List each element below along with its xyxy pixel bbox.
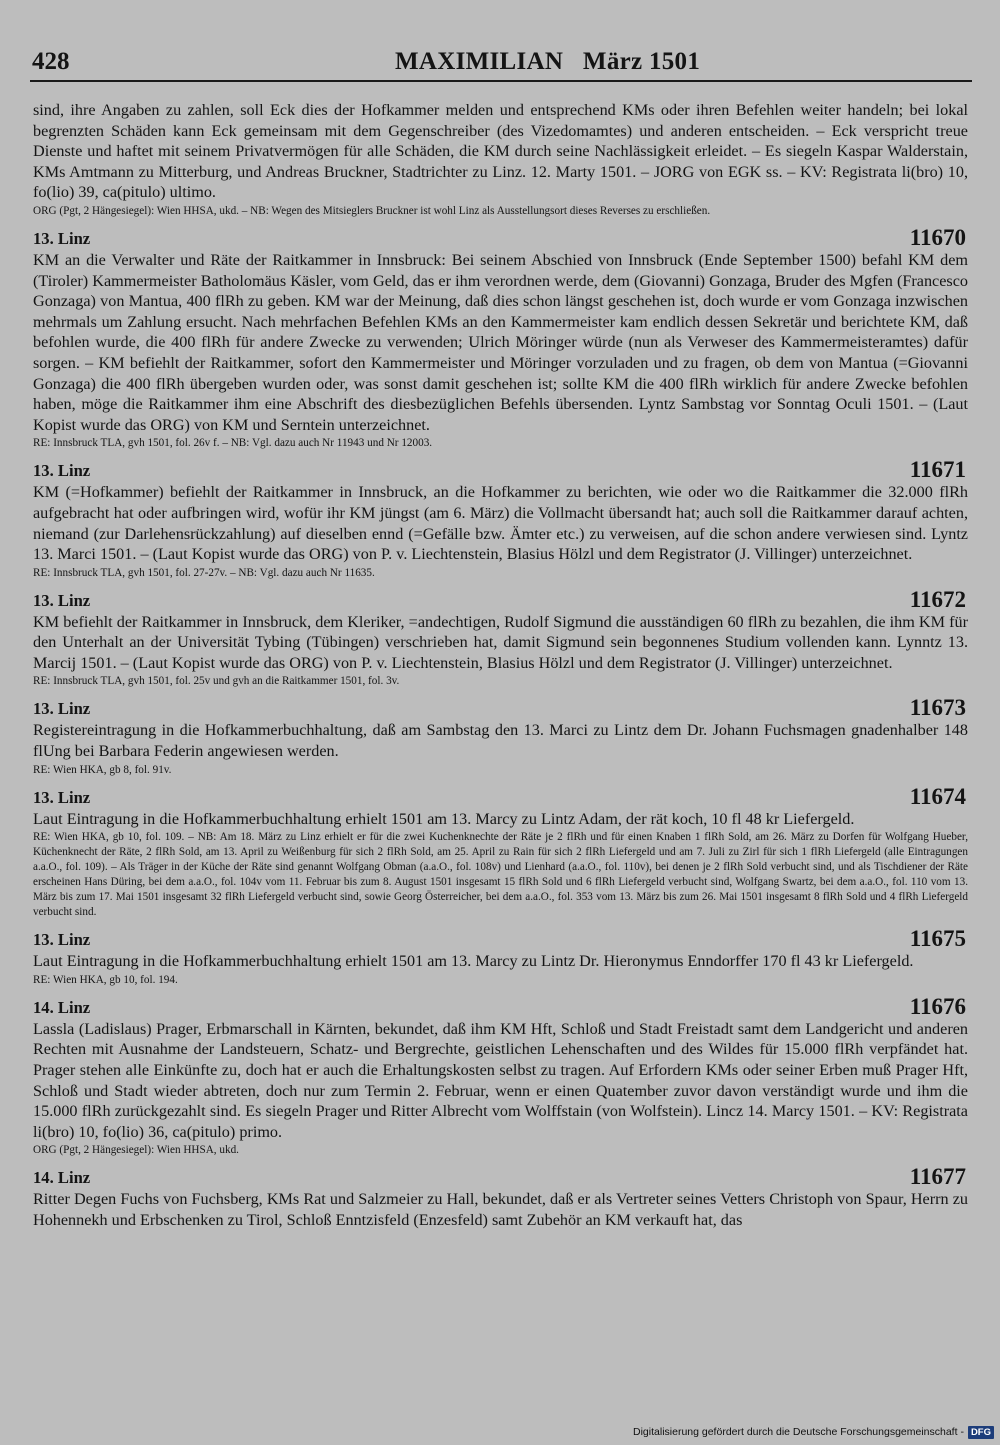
header-rule bbox=[30, 80, 972, 82]
entry-head bbox=[33, 1165, 968, 1189]
entry-date-place: 14. Linz bbox=[33, 997, 91, 1017]
entry-note: RE: Innsbruck TLA, gvh 1501, fol. 25v und gvh an die Raitkammer 1501, fol. 3v. bbox=[33, 675, 400, 688]
entry bbox=[33, 226, 968, 451]
intro-note: ORG (Pgt, 2 Hängesiegel): Wien HHSA, ukd. – NB: Wegen des Mitsieglers Bruckner ist wohl Linz als Ausstellungsort dieses Reverses zu erschließen. bbox=[33, 204, 711, 217]
dfg-logo: DFG bbox=[968, 1426, 994, 1439]
entry-text: Registereintragung in die Hofkammerbuchhaltung, daß am Sambstag den 13. Marci zu Lintz dem Dr. Johann Fuchsmagen gnadenhalber 148 flUng bei Barbara Federin angewiesen werden. bbox=[33, 721, 968, 761]
entry-date-place: 13. Linz bbox=[33, 461, 91, 481]
entry-head bbox=[33, 995, 968, 1019]
entry-text: Laut Eintragung in die Hofkammerbuchhaltung erhielt 1501 am 13. Marcy zu Lintz Dr. Hieronymus Enndorffer 170 fl 43 kr Liefergeld. bbox=[33, 952, 914, 971]
digitization-credit bbox=[633, 1423, 994, 1441]
entry bbox=[33, 995, 968, 1159]
entry-number: 11673 bbox=[909, 695, 966, 721]
entry-note: RE: Wien HKA, gb 8, fol. 91v. bbox=[33, 763, 172, 776]
entry-head bbox=[33, 785, 968, 809]
entry bbox=[33, 785, 968, 921]
running-title: MAXIMILIAN März 1501 bbox=[395, 48, 701, 75]
entry-date-place: 13. Linz bbox=[33, 930, 91, 950]
entry-text: Ritter Degen Fuchs von Fuchsberg, KMs Rat und Salzmeier zu Hall, bekundet, daß er als Vertreter seines Vetters Christoph von Spaur, Herrn zu Hohennekh und Erbschenken zu Tirol, Schloß Enntzisfeld (Enzesfeld) samt Zubehör an KM verkauft hat, das bbox=[33, 1190, 968, 1229]
entry-text: KM (=Hofkammer) befiehlt der Raitkammer in Innsbruck, an die Hofkammer zu berichten, wie oder wo die Raitkammer die 32.000 flRh aufgebracht hat oder aufbringen wird, wofür ihr KM jüngst (am 6. März) die Vollmacht übersandt hat; auch soll die Raitkammer darauf achten, niemand (zur Darlehensrückzahlung) auf dieselben ennd (=Gefälle bzw. Ämter etc.) zu verweisen, auf die schon andere verwiesen sind. Lyntz 13. Marci 1501. – (Laut Kopist wurde das ORG) von P. v. Liechtenstein, Blasius Hölzl und dem Registrator (J. Villinger) unterzeichnet. bbox=[33, 483, 968, 564]
entry-head bbox=[33, 458, 968, 482]
entry-note: ORG (Pgt, 2 Hängesiegel): Wien HHSA, ukd. bbox=[33, 1144, 239, 1157]
entry-note: RE: Wien HKA, gb 10, fol. 194. bbox=[33, 973, 178, 986]
entry bbox=[33, 696, 968, 777]
entry-head bbox=[33, 226, 968, 250]
intro-paragraph: sind, ihre Angaben zu zahlen, soll Eck dies der Hofkammer melden und entsprechend KMs oder ihren Befehlen weiter handeln; bei lokal begrenzten Schäden kann Eck gemeinsam mit dem Gegenschreiber (des Vizedomamtes) und anderen entscheiden. – Eck verspricht treue Dienste und haftet mit seinem Privatvermögen für alle Schäden, die KM durch seine Nachlässigkeit erleidet. – Es siegeln Kaspar Walderstain, KMs Amtmann zu Mitterburg, und Andreas Bruckner, Stadtrichter zu Linz. 12. Marty 1501. – JORG von EGK ss. – KV: Registrata li(bro) 10, fo(lio) 39, ca(pitulo) ultimo. bbox=[33, 101, 968, 202]
entry-text: Lassla (Ladislaus) Prager, Erbmarschall in Kärnten, bekundet, daß ihm KM Hft, Schloß und Stadt Freistadt samt dem Landgericht und anderen Rechten mit Ausnahme der Landsteuern, Schatz- und Bergrechte, geistlichen Lehenschaften und des Wildes für 15.000 flRh verpfändet hat. Prager stehen alle Einkünfte zu, doch hat er auch die Erhaltungskosten selbst zu tragen. Auf Erfordern KMs oder seiner Erben muß Prager Hft, Schloß und Stadt wieder abtreten, doch nur zum Termin 2. Februar, wenn er einen Quatember zuvor davon verständigt wurde und ihm die 15.000 flRh zurückgezahlt sind. Es siegeln Prager und Ritter Albrecht vom Wolffstain (von Wolfstein). Lincz 14. Marcy 1501. – KV: Registrata li(bro) 10, fo(lio) 36, ca(pitulo) primo. bbox=[33, 1019, 968, 1141]
entry-note: RE: Wien HKA, gb 10, fol. 109. – NB: Am 18. März zu Linz erhielt er für die zwei Kuchenknechte der Räte je 2 flRh und für einen Knaben 1 flRh Sold, am 26. März zu Dorfen für Wolfgang Hueber, Küchenknecht der Räte, 2 flRh Sold, am 13. April zu Weißenburg für sich 2 flRh Sold, am 25. April zu Rain für sich 2 flRh Liefergeld und am 7. Juli zu Zirl für sich 1 flRh Liefergeld (alle Eintragungen a.a.O., fol. 109). – Als Träger in der Küche der Räte sind genannt Wolfgang Obman (a.a.O., fol. 108v) und Lienhard (a.a.O., fol. 110v), bei denen je 2 flRh Sold verbucht sind, und als Tischdiener der Räte erscheinen Hans Düring, bei dem a.a.O., fol. 104v vom 11. Februar bis zum 8. August 1501 insgesamt 15 flRh Sold und 6 flRh Liefergeld verbucht sind, Wolfgang Swartz, bei dem a.a.O., fol. 110 vom 13. März bis zum 17. Mai 1501 insgesamt 32 flRh Liefergeld verbucht sind, sowie Georg Österreicher, bei dem a.a.O., fol. 353 vom 13. März bis zum 26. Mai 1501 insgesamt 8 flRh Sold und 4 flRh Liefergeld verbucht sind. bbox=[33, 831, 968, 919]
page-number: 428 bbox=[32, 48, 70, 75]
entry bbox=[33, 458, 968, 580]
entry bbox=[33, 927, 968, 988]
entry-number: 11674 bbox=[909, 783, 966, 809]
page-header bbox=[30, 48, 972, 82]
entry-date-place: 13. Linz bbox=[33, 787, 91, 807]
entry-head bbox=[33, 696, 968, 720]
page-content bbox=[33, 100, 968, 1231]
entry bbox=[33, 1165, 968, 1230]
entry bbox=[33, 588, 968, 690]
entry-date-place: 13. Linz bbox=[33, 699, 91, 719]
entry-head bbox=[33, 927, 968, 951]
entry-number: 11677 bbox=[909, 1164, 966, 1190]
entry-number: 11671 bbox=[909, 457, 966, 483]
entry-number: 11672 bbox=[909, 586, 966, 612]
entry-number: 11670 bbox=[909, 224, 966, 250]
footer-credit-text: Digitalisierung gefördert durch die Deutsche Forschungsgemeinschaft - bbox=[633, 1426, 964, 1438]
entry-text: Laut Eintragung in die Hofkammerbuchhaltung erhielt 1501 am 13. Marcy zu Lintz Adam, der rät koch, 10 fl 48 kr Liefergeld. bbox=[33, 809, 855, 828]
entry-note: RE: Innsbruck TLA, gvh 1501, fol. 27-27v. – NB: Vgl. dazu auch Nr 11635. bbox=[33, 566, 375, 579]
entry-date-place: 13. Linz bbox=[33, 228, 91, 248]
entry-date-place: 14. Linz bbox=[33, 1168, 91, 1188]
entry-date-place: 13. Linz bbox=[33, 590, 91, 610]
entry-text: KM an die Verwalter und Räte der Raitkammer in Innsbruck: Bei seinem Abschied von Innsbruck (Ende September 1500) befahl KM dem (Tiroler) Kammermeister Batholomäus Käsler, vom Geld, das er ihm verordnen werde, dem (Giovanni) Gonzaga, Bruder des Mgfen (Francesco Gonzaga) von Mantua, 400 flRh zu geben. KM war der Meinung, daß dies schon längst geschehen ist, doch wurde er vom Gonzaga inzwischen mehrmals um Zahlung ersucht. Nach mehrfachen Befehlen KMs an den Kammermeister kam endlich dessen Sekretär und berichtete KM, daß befohlen wurde, die 400 flRh für andere Zwecke zu verwenden; Ulrich Möringer würde (nun als Verweser des Kammermeisteramtes) dafür sorgen. – KM befiehlt der Raitkammer, sofort den Kammermeister und Möringer vorzuladen und zu fragen, ob dem von Mantua (=Giovanni Gonzaga) die 400 flRh übergeben wurden oder, was sonst damit geschehen ist; sollte KM die 400 flRh wirklich für andere Zwecke befohlen haben, möge die Raitkammer ihm eine Abschrift des diesbezüglichen Befehls übersenden. Lyntz Sambstag vor Sonntag Oculi 1501. – (Laut Kopist wurde das ORG) von KM und Serntein unterzeichnet. bbox=[33, 250, 968, 434]
entry-note: RE: Innsbruck TLA, gvh 1501, fol. 26v f. – NB: Vgl. dazu auch Nr 11943 und Nr 12003. bbox=[33, 437, 433, 450]
entry-number: 11676 bbox=[909, 993, 966, 1019]
entry-text: KM befiehlt der Raitkammer in Innsbruck, dem Kleriker, =andechtigen, Rudolf Sigmund die ausständigen 60 flRh zu bezahlen, die ihm KM für den Unterhalt an der Universität Tybing (Tübingen) verschrieben hat, damit Sigmund sein begonnenes Studium vollenden kann. Lynntz 13. Marcij 1501. – (Laut Kopist wurde das ORG) von P. v. Liechtenstein, Blasius Hölzl und dem Registrator (J. Villinger) unterzeichnet. bbox=[33, 612, 968, 672]
entry-number: 11675 bbox=[909, 926, 966, 952]
entry-head bbox=[33, 588, 968, 612]
